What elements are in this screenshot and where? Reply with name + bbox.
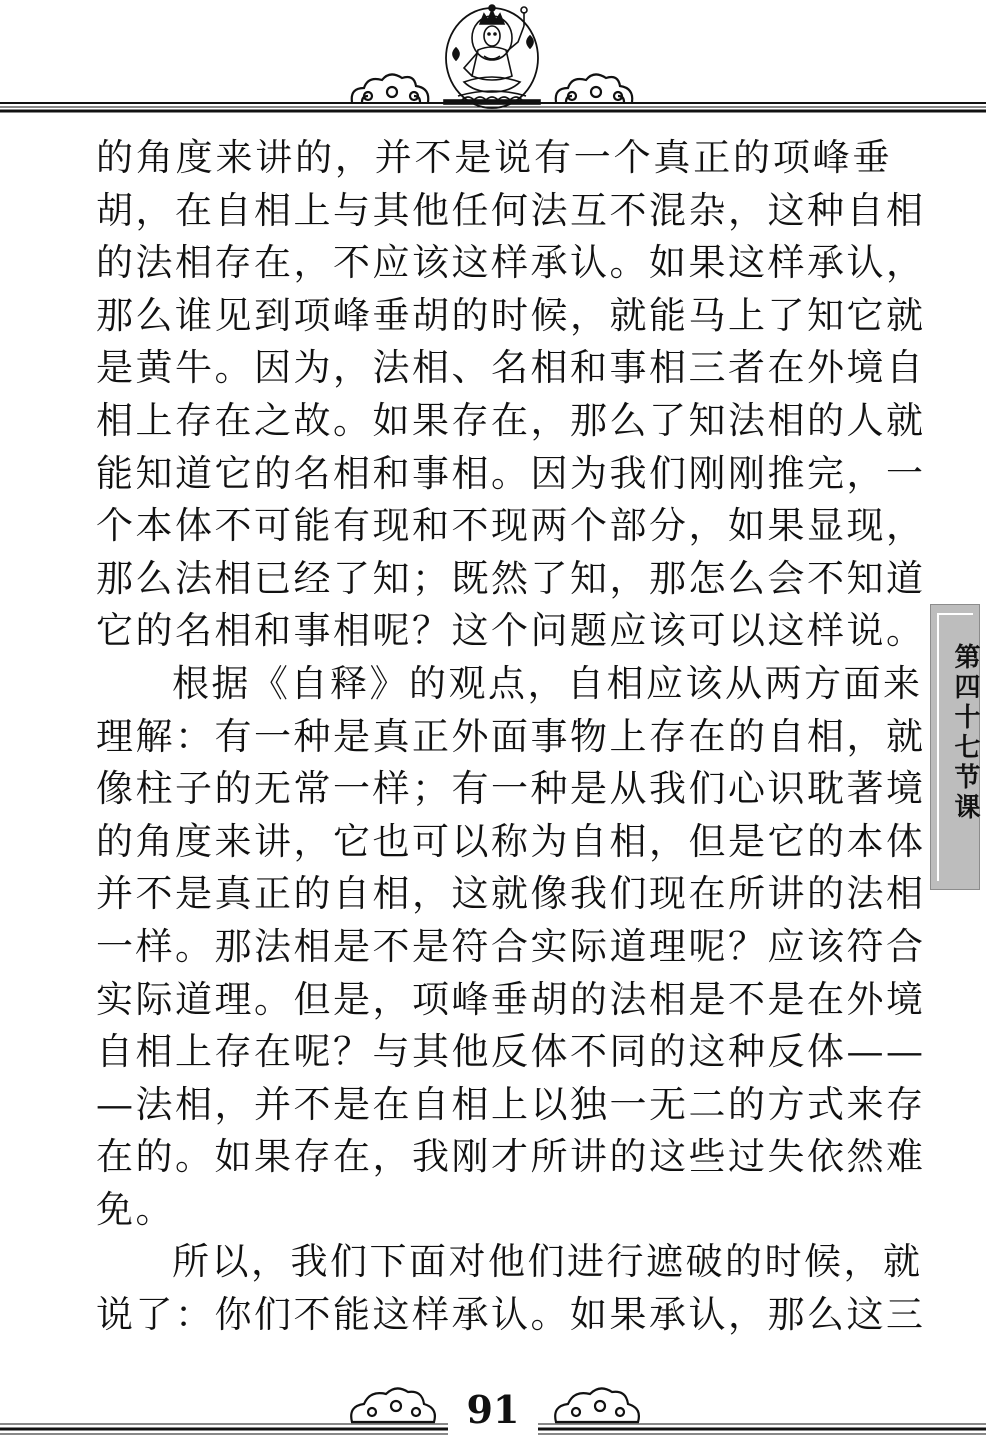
seated-deity-icon (444, 5, 540, 108)
side-tab-char: 四 (950, 673, 980, 703)
auspicious-cloud-icon (351, 1388, 435, 1422)
text-line: 个本体不可能有现和不现两个部分，如果显现， (96, 504, 926, 548)
page-header (0, 0, 986, 120)
text-line: 胡，在自相上与其他任何法互不混杂，这种自相 (96, 188, 926, 232)
auspicious-cloud-icon (352, 74, 429, 102)
auspicious-cloud-icon (556, 74, 633, 102)
text-line: —法相，并不是在自相上以独一无二的方式来存 (96, 1082, 926, 1126)
side-tab-char: 第 (950, 643, 980, 673)
side-tab-char: 十 (950, 703, 980, 733)
text-line: 免。 (96, 1187, 175, 1231)
body-text (96, 132, 926, 1342)
text-line: 的法相存在，不应该这样承认。如果这样承认， (96, 241, 926, 285)
text-line: 在的。如果存在，我刚才所讲的这些过失依然难 (96, 1135, 926, 1179)
text-line: 那么法相已经了知；既然了知，那怎么会不知道 (96, 556, 926, 600)
text-line: 相上存在之故。如果存在，那么了知法相的人就 (96, 398, 926, 442)
page-number: 91 (466, 1387, 520, 1432)
text-line: 根据《自释》的观点，自相应该从两方面来 (172, 661, 923, 705)
side-tab-char: 节 (950, 763, 980, 793)
text-line: 的角度来讲的，并不是说有一个真正的项峰垂 (96, 136, 892, 179)
text-line: 的角度来讲，它也可以称为自相，但是它的本体 (96, 819, 926, 863)
auspicious-cloud-icon (555, 1388, 639, 1422)
text-line: 是黄牛。因为，法相、名相和事相三者在外境自 (96, 346, 926, 390)
text-line: 实际道理。但是，项峰垂胡的法相是不是在外境 (96, 977, 926, 1021)
text-line: 能知道它的名相和事相。因为我们刚刚推完，一 (96, 451, 926, 495)
side-tab-char: 七 (950, 733, 980, 763)
text-line: 说了：你们不能这样承认。如果承认，那么这三 (96, 1293, 926, 1337)
text-line: 它的名相和事相呢？这个问题应该可以这样说。 (96, 609, 926, 653)
side-tab-label (931, 643, 981, 823)
text-line: 一样。那法相是不是符合实际道理呢？应该符合 (96, 924, 926, 968)
text-line: 理解：有一种是真正外面事物上存在的自相，就 (96, 714, 926, 758)
text-line: 并不是真正的自相，这就像我们现在所讲的法相 (96, 872, 926, 916)
text-line: 像柱子的无常一样；有一种是从我们心识耽著境 (96, 767, 926, 811)
text-line: 自相上存在呢？与其他反体不同的这种反体—— (96, 1030, 926, 1074)
text-line: 那么谁见到项峰垂胡的时候，就能马上了知它就 (96, 293, 926, 337)
chapter-side-tab (930, 604, 980, 890)
side-tab-char: 课 (950, 793, 980, 823)
text-line: 所以，我们下面对他们进行遮破的时候，就 (172, 1240, 923, 1284)
header-ornament (0, 0, 986, 120)
